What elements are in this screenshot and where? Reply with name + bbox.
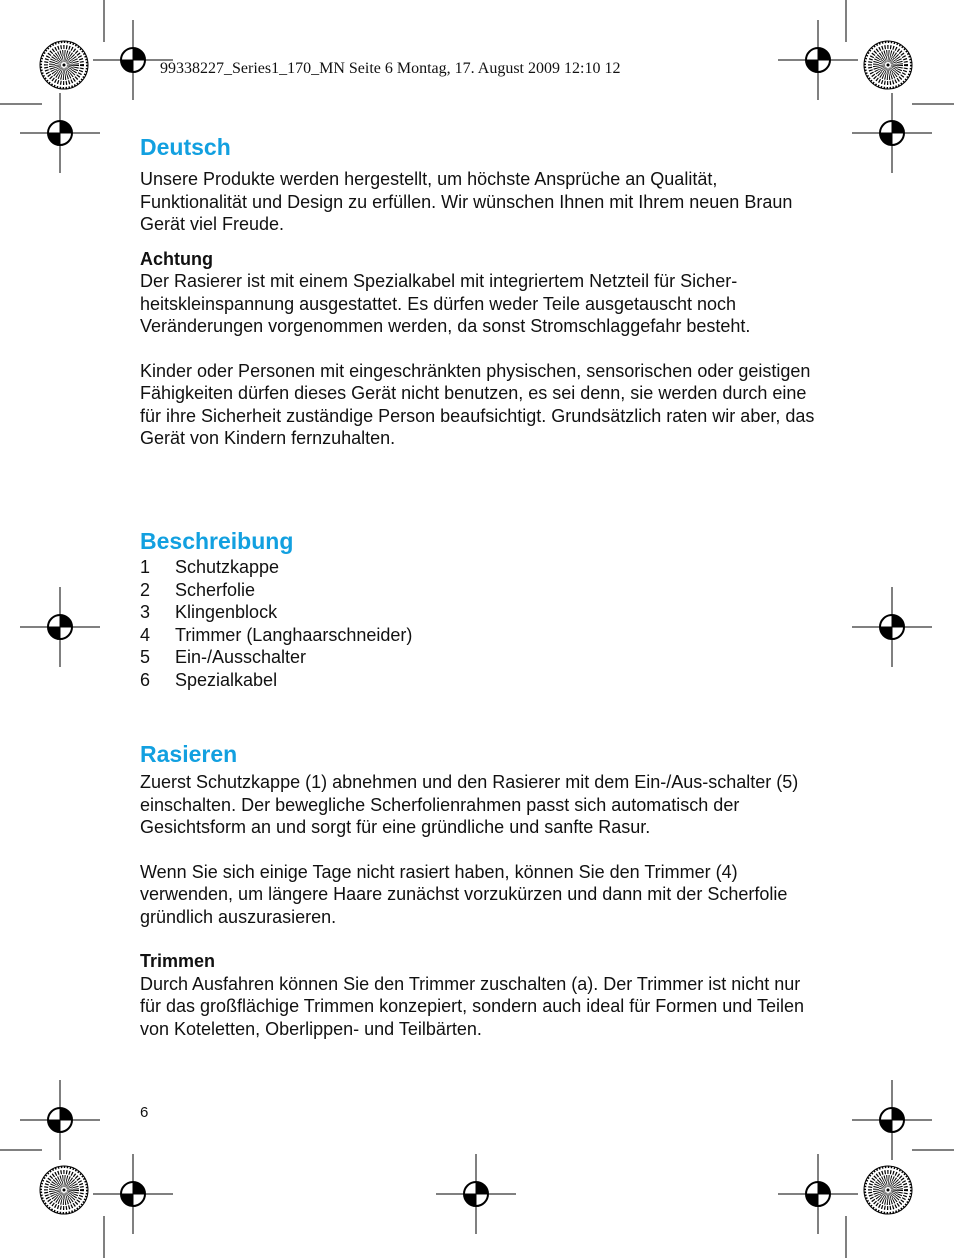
- item-number: 4: [140, 624, 151, 645]
- item-label: Trimmer (Langhaarschneider): [175, 624, 413, 645]
- section-rasieren: [140, 740, 820, 1040]
- item-number: 1: [140, 557, 151, 577]
- section-title-beschreibung: Beschreibung: [140, 528, 294, 554]
- parts-list: [140, 556, 820, 691]
- item-number: 6: [140, 669, 151, 690]
- list-item: [140, 669, 820, 692]
- item-number: 3: [140, 602, 151, 622]
- print-slug-line: 99338227_Series1_170_MN Seite 6 Montag, 17. August 2009 12:10 12: [160, 60, 621, 77]
- trimmen-paragraph: Durch Ausfahren können Sie den Trimmer zuschalten (a). Der Trimmer ist nicht nur für das großflächige Trimmen konzepiert, sondern auch ideal für Formen und Teilen von Koteletten, Oberlippen- und Teilbärten.: [140, 973, 805, 1039]
- item-label: Ein-/Ausschalter: [175, 647, 307, 667]
- trimmen-heading: Trimmen: [140, 951, 216, 971]
- item-label: Schutzkappe: [175, 557, 280, 577]
- list-item: [140, 601, 820, 624]
- registration-mark: [20, 93, 100, 173]
- section-beschreibung: [140, 527, 820, 691]
- starburst-mark-top-left: [40, 41, 88, 89]
- list-item: [140, 579, 820, 602]
- registration-mark: [852, 1080, 932, 1160]
- starburst-mark-bottom-right: [864, 1166, 912, 1214]
- list-item: [140, 624, 820, 647]
- list-item: [140, 556, 820, 579]
- registration-mark: [852, 93, 932, 173]
- achtung-paragraph: Der Rasierer ist mit einem Spezialkabel mit integriertem Netzteil für Sicher-heitskleinspannung ausgestattet. Es dürfen weder Teile ausgetauscht noch Veränderungen vorgenommen werden, da sonst Stromschlaggefahr besteht.: [140, 271, 751, 336]
- section-title-rasieren: Rasieren: [140, 741, 238, 767]
- page-number: 6: [140, 1104, 149, 1121]
- registration-mark: [852, 587, 932, 667]
- rasieren-paragraph-1: Zuerst Schutzkappe (1) abnehmen und den Rasierer mit dem Ein-/Aus-schalter (5) einschalten. Der bewegliche Scherfolienrahmen passt sich automatisch der Gesichtsform an und sorgt für eine gründliche und sanfte Rasur.: [140, 772, 799, 837]
- item-label: Scherfolie: [175, 579, 256, 600]
- registration-mark: [93, 1154, 173, 1234]
- children-warning-paragraph: Kinder oder Personen mit eingeschränkten physischen, sensorischen oder geistigen Fähigkeiten dürfen dieses Gerät nicht benutzen, es sei denn, sie werden durch eine für ihre Sicherheit zuständige Person beaufsichtigt. Grundsätzlich raten wir aber, das Gerät von Kindern fernzuhalten.: [140, 360, 815, 448]
- starburst-mark-bottom-left: [40, 1166, 88, 1214]
- intro-paragraph: Unsere Produkte werden hergestellt, um höchste Ansprüche an Qualität, Funktionalität und Design zu erfüllen. Wir wünschen Ihnen mit Ihrem neuen Braun Gerät viel Freude.: [140, 169, 793, 234]
- section-title-deutsch: Deutsch: [140, 134, 231, 160]
- registration-mark: [20, 587, 100, 667]
- list-item: [140, 646, 820, 669]
- item-number: 2: [140, 579, 151, 600]
- achtung-heading: Achtung: [140, 248, 213, 269]
- section-deutsch: [140, 133, 820, 450]
- item-label: Klingenblock: [175, 602, 278, 622]
- item-number: 5: [140, 647, 151, 667]
- registration-mark: [20, 1080, 100, 1160]
- item-label: Spezialkabel: [175, 669, 278, 690]
- registration-mark: [436, 1154, 516, 1234]
- rasieren-paragraph-2: Wenn Sie sich einige Tage nicht rasiert haben, können Sie den Trimmer (4) verwenden, um längere Haare zunächst vorzukürzen und dann mit der Scherfolie gründlich auszurasieren.: [140, 861, 788, 927]
- starburst-mark-top-right: [864, 41, 912, 89]
